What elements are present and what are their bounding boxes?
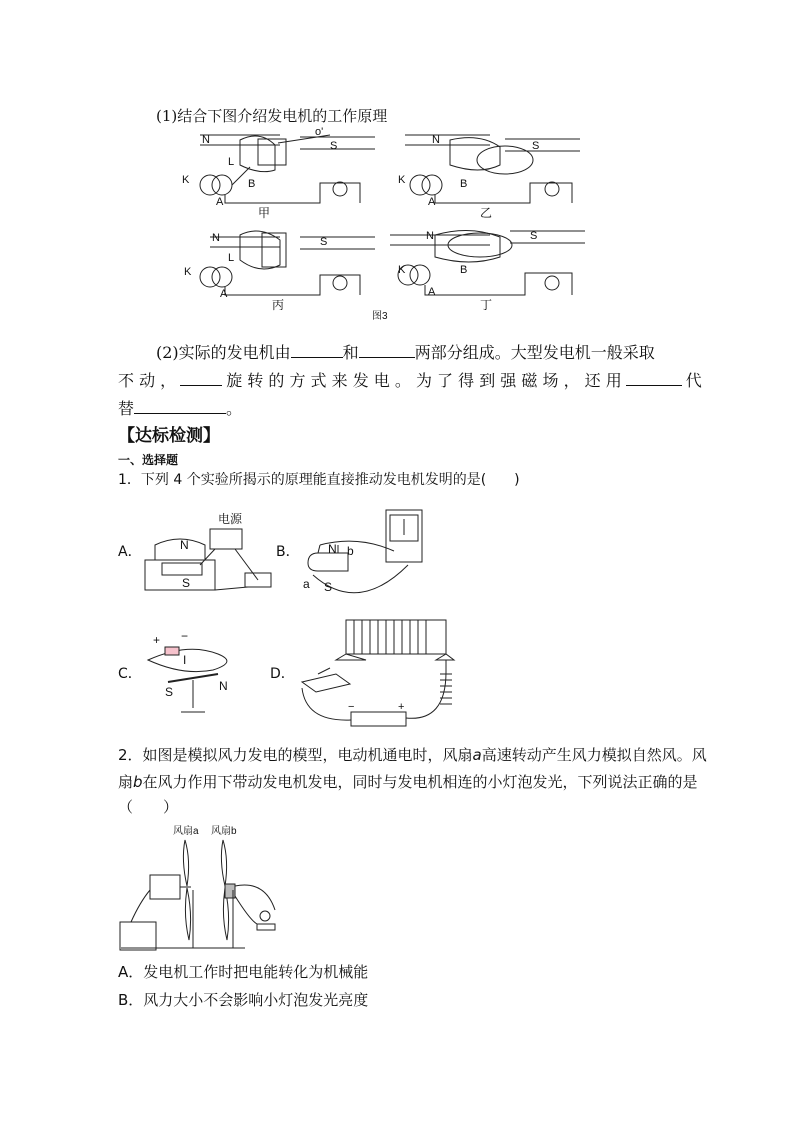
fig-label-s4: S	[530, 230, 538, 242]
q1-option-b-figure	[298, 505, 433, 600]
blank-3[interactable]	[180, 371, 222, 386]
item2-line3: 替 。	[118, 399, 243, 418]
q1-option-a-label[interactable]: A．	[118, 544, 142, 560]
item2-line2: 不 动 ， 旋 转 的 方 式 来 发 电 。 为 了 得 到 强 磁 场 ， 还 用 代	[118, 371, 702, 390]
label-plus-d: +	[398, 701, 405, 713]
q1-option-c-label[interactable]: C．	[118, 666, 142, 682]
fig-label-s2: S	[532, 140, 540, 152]
q1-option-b-label[interactable]: B．	[276, 544, 300, 560]
q2-stem-line2: 扇b在风力作用下带动发电机发电，同时与发电机相连的小灯泡发光，下列说法正确的是	[118, 773, 698, 791]
label-s-a: S	[182, 576, 191, 590]
fig-label-k2: K	[398, 174, 406, 186]
fig-label-o2: o'	[315, 126, 324, 138]
fig-label-n4: N	[426, 230, 434, 242]
panel-label-bing: 丙	[272, 298, 285, 312]
fig-label-n2: N	[432, 134, 440, 146]
fig-label-l3: L	[228, 252, 235, 264]
fig-label-s3: S	[320, 236, 328, 248]
subsection-heading: 一、选择题	[118, 453, 179, 467]
fig-label-n3: N	[212, 232, 220, 244]
q1-option-d-figure	[296, 612, 461, 734]
label-n-c: N	[219, 679, 228, 693]
q2-stem-line3: （ ）	[118, 798, 179, 816]
fig-label-a4: A	[428, 286, 436, 298]
fig-label-b2: B	[460, 178, 468, 190]
label-fan-a: 风扇a	[173, 826, 199, 837]
fig-label-a2: A	[428, 196, 436, 208]
fig-label-l: L	[228, 156, 235, 168]
label-fan-b: 风扇b	[211, 826, 237, 837]
fig-label-a: A	[216, 196, 224, 208]
q2-option-b[interactable]: B．风力大小不会影响小灯泡发光亮度	[118, 991, 369, 1009]
fig-label-n: N	[202, 134, 210, 146]
blank-2[interactable]	[359, 343, 415, 358]
item2-line1: (2)实际的发电机由 和 两部分组成。大型发电机一般采取	[156, 343, 655, 362]
q1-option-c-figure	[143, 630, 248, 720]
panel-label-yi: 乙	[480, 206, 493, 220]
label-b-b: b	[347, 544, 354, 558]
section-heading: 【达标检测】	[118, 426, 220, 446]
panel-label-jia: 甲	[258, 206, 271, 220]
panel-label-ding: 丁	[480, 298, 493, 312]
fig-label-k4: K	[398, 264, 406, 276]
label-minus-d: −	[348, 701, 355, 713]
blank-4[interactable]	[626, 371, 682, 386]
fig-label-s: S	[330, 140, 338, 152]
label-s-c: S	[165, 685, 174, 699]
figure-3-generator-diagrams	[180, 125, 600, 325]
fig-label-b4: B	[460, 264, 468, 276]
q2-wind-power-figure	[115, 820, 295, 952]
label-n-a: N	[180, 538, 189, 552]
label-a-b: a	[303, 577, 310, 591]
figure-caption: 图3	[372, 311, 388, 322]
label-power: 电源	[218, 512, 243, 526]
label-i-c: I	[183, 653, 187, 667]
fig-label-b: B	[248, 178, 256, 190]
q2-option-a[interactable]: A．发电机工作时把电能转化为机械能	[118, 963, 369, 981]
blank-5[interactable]	[134, 399, 226, 414]
fig-label-a3: A	[220, 288, 228, 300]
fig-label-k3: K	[184, 266, 192, 278]
label-s-b: S	[324, 580, 333, 594]
blank-1[interactable]	[291, 343, 343, 358]
item1-text: (1)结合下图介绍发电机的工作原理	[156, 107, 388, 125]
panel-ding	[390, 230, 585, 295]
label-minus-c: −	[181, 630, 189, 643]
q1-option-d-label[interactable]: D．	[270, 666, 295, 682]
q2-stem-line1: 2．如图是模拟风力发电的模型，电动机通电时，风扇a高速转动产生风力模拟自然风。风	[118, 746, 707, 764]
panel-jia	[200, 135, 375, 203]
q1-stem: 1．下列 4 个实验所揭示的原理能直接推动发电机发明的是( )	[118, 472, 520, 488]
panel-bing	[200, 231, 375, 295]
label-n-b: N	[328, 542, 337, 556]
fig-label-k: K	[182, 174, 190, 186]
q1-option-a-figure	[140, 505, 275, 600]
label-plus-c: +	[153, 633, 161, 647]
